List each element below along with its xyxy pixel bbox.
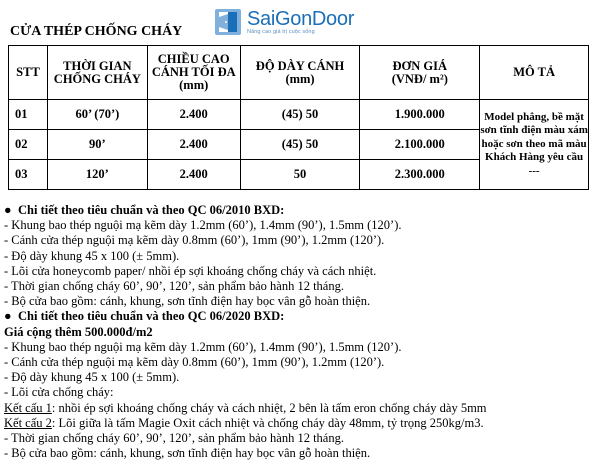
row-time: 60’ (70’) — [47, 100, 147, 130]
door-logo-icon — [213, 7, 243, 37]
section1-heading: ● Chi tiết theo tiêu chuẩn và theo QC 06/2010 BXD: — [4, 203, 285, 217]
row-height: 2.400 — [147, 160, 240, 190]
header-time: THỜI GIAN CHỐNG CHÁY — [47, 46, 147, 100]
bullet-icon: ● — [4, 309, 12, 324]
row-height: 2.400 — [147, 130, 240, 160]
section2-heading: ● Chi tiết theo tiêu chuẩn và theo QC 06/2020 BXD: — [4, 309, 285, 324]
row-stt: 02 — [9, 130, 48, 160]
spec-line: - Bộ cửa bao gồm: cánh, khung, sơn tĩnh điện hay bọc vân gỗ hoàn thiện. — [4, 446, 371, 461]
row-time: 90’ — [47, 130, 147, 160]
spec-line: - Thời gian chống cháy 60’, 90’, 120’, sản phẩm bảo hành 12 tháng. — [4, 431, 344, 446]
header-stt: STT — [9, 46, 48, 100]
spec-line: - Cánh cửa thép nguội mạ kẽm dày 0.8mm (60’), 1mm (90’), 1.2mm (120’). — [4, 355, 385, 370]
header-price: ĐƠN GIÁ (VNĐ/ m²) — [360, 46, 480, 100]
spec-line: - Bộ cửa bao gồm: cánh, khung, sơn tĩnh điện hay bọc vân gỗ hoàn thiện. — [4, 294, 371, 309]
row-description: Model phẳng, bề mặt sơn tĩnh điện màu xám hoặc sơn theo mã màu Khách Hàng yêu cầu --- — [480, 100, 589, 190]
price-table — [8, 45, 589, 190]
header-thickness: ĐỘ DÀY CÁNH (mm) — [240, 46, 360, 100]
structure-1: Kết cấu 1: nhồi ép sợi khoáng chống cháy và cách nhiệt, 2 bên là tấm eron chống cháy dày 5mm — [4, 400, 487, 415]
header-height: CHIỀU CAO CÁNH TỐI ĐA (mm) — [147, 46, 240, 100]
row-height: 2.400 — [147, 100, 240, 130]
table-header-row — [9, 46, 589, 100]
spec-line: - Độ dày khung 45 x 100 (± 5mm). — [4, 370, 180, 385]
spec-line: - Thời gian chống cháy 60’, 90’, 120’, sản phẩm bảo hành 12 tháng. — [4, 279, 344, 294]
brand-logo — [213, 7, 354, 37]
row-thickness: 50 — [240, 160, 360, 190]
row-thickness: (45) 50 — [240, 130, 360, 160]
header-description: MÔ TẢ — [480, 46, 589, 100]
bullet-icon: ● — [4, 203, 12, 217]
spec-line: - Độ dày khung 45 x 100 (± 5mm). — [4, 248, 180, 263]
structure-2: Kết cấu 2: Lõi giữa là tấm Magie Oxit cách nhiệt và chống cháy dày 48mm, tỷ trọng 250kg/m3. — [4, 415, 484, 430]
row-thickness: (45) 50 — [240, 100, 360, 130]
page-title: CỬA THÉP CHỐNG CHÁY — [10, 24, 183, 39]
row-price: 1.900.000 — [360, 100, 480, 130]
spec-line: - Khung bao thép nguội mạ kẽm dày 1.2mm (60’), 1.4mm (90’), 1.5mm (120’). — [4, 218, 402, 233]
spec-line: - Lõi cửa honeycomb paper/ nhồi ép sợi khoáng chống cháy và cách nhiệt. — [4, 263, 377, 278]
spec-line: - Lõi cửa chống cháy: — [4, 385, 114, 400]
logo-name: SaiGonDoor — [247, 7, 355, 30]
row-time: 120’ — [47, 160, 147, 190]
logo-tagline: Nâng cao giá trị cuộc sống — [247, 28, 315, 35]
spec-line: - Cánh cửa thép nguội mạ kẽm dày 0.8mm (60’), 1mm (90’), 1.2mm (120’). — [4, 233, 385, 248]
row-stt: 01 — [9, 100, 48, 130]
row-stt: 03 — [9, 160, 48, 190]
extra-price: Giá cộng thêm 500.000đ/m2 — [4, 324, 153, 339]
specifications — [4, 203, 487, 461]
table-row — [9, 100, 589, 130]
spec-line: - Khung bao thép nguội mạ kẽm dày 1.2mm (60’), 1.4mm (90’), 1.5mm (120’). — [4, 339, 402, 354]
row-price: 2.100.000 — [360, 130, 480, 160]
row-price: 2.300.000 — [360, 160, 480, 190]
